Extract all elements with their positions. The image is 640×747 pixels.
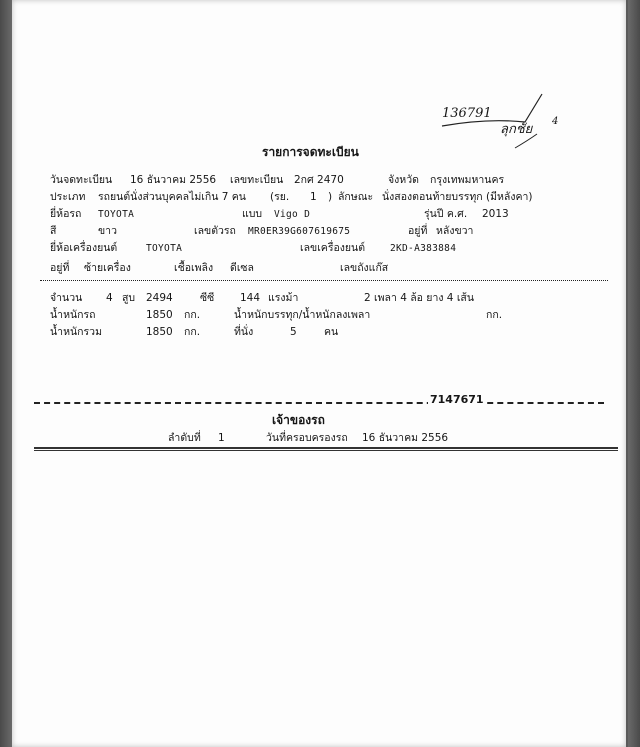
cc: 2494 — [146, 292, 173, 304]
ry-label: (รย. — [270, 191, 290, 203]
document-page — [12, 0, 626, 747]
model: Vigo D — [274, 209, 311, 220]
reg-date-label: วันจดทะเบียน — [50, 174, 113, 186]
engine-location-label: อยู่ที่ — [50, 262, 70, 274]
chassis-label: เลขตัวรถ — [194, 225, 236, 237]
ry-value: 1 — [310, 191, 317, 203]
cc-label: ซีซี — [200, 292, 215, 304]
brand: TOYOTA — [98, 209, 135, 220]
owner-underline — [34, 447, 618, 449]
hp-label: แรงม้า — [268, 292, 299, 304]
style-value: นั่งสองตอนท้ายบรรทุก (มีหลังคา) — [382, 191, 533, 203]
year-label: รุ่นปี ค.ศ. — [424, 208, 468, 220]
fuel: ดีเซล — [230, 262, 254, 274]
engine-no: 2KD-A383884 — [390, 243, 457, 254]
viewer-frame-right — [628, 0, 640, 747]
engine-brand: TOYOTA — [146, 243, 183, 254]
gas-tank-label: เลขถังแก๊ส — [340, 262, 389, 274]
axles-text: 2 เพลา 4 ล้อ ยาง 4 เส้น — [364, 292, 474, 304]
possession-date: 16 ธันวาคม 2556 — [362, 432, 449, 444]
chassis-location: หลังขวา — [436, 225, 474, 237]
engine-location: ซ้ายเครื่อง — [84, 262, 131, 274]
total-weight-label: น้ำหนักรวม — [50, 326, 102, 338]
cylinders: 4 — [106, 292, 113, 304]
total-weight: 1850 — [146, 326, 173, 338]
model-label: แบบ — [242, 208, 263, 220]
province: กรุงเทพมหานคร — [430, 174, 505, 186]
chassis: MR0ER39G607619675 — [248, 226, 351, 237]
load-unit: กก. — [486, 309, 503, 321]
partial-number: 7147671 — [430, 393, 484, 406]
page-title: รายการจดทะเบียน — [262, 145, 359, 159]
row-divider — [40, 280, 608, 281]
load-label: น้ำหนักบรรทุก/น้ำหนักลงเพลา — [234, 309, 371, 321]
chassis-location-label: อยู่ที่ — [408, 225, 428, 237]
color-label: สี — [50, 225, 57, 237]
seats-unit: คน — [324, 326, 339, 338]
hp: 144 — [240, 292, 261, 304]
style-label: ลักษณะ — [338, 191, 374, 203]
reg-date: 16 ธันวาคม 2556 — [130, 174, 217, 186]
count-label: จำนวน — [50, 292, 83, 304]
cylinders-label: สูบ — [122, 292, 136, 304]
type-value: รถยนต์นั่งส่วนบุคคลไม่เกิน 7 คน — [98, 191, 246, 203]
ry-close: ) — [328, 191, 333, 203]
handwritten-mark: 4 — [552, 116, 559, 127]
weight: 1850 — [146, 309, 173, 321]
engine-brand-label: ยี่ห้อเครื่องยนต์ — [50, 242, 118, 254]
order: 1 — [218, 432, 225, 444]
weight-unit: กก. — [184, 309, 201, 321]
fuel-label: เชื้อเพลิง — [174, 262, 214, 274]
order-label: ลำดับที่ — [168, 432, 201, 444]
seats: 5 — [290, 326, 297, 338]
year: 2013 — [482, 208, 509, 220]
viewer-frame-left — [0, 0, 12, 747]
province-label: จังหวัด — [388, 174, 419, 186]
total-weight-unit: กก. — [184, 326, 201, 338]
brand-label: ยี่ห้อรถ — [50, 208, 82, 220]
possession-label: วันที่ครอบครองรถ — [266, 432, 348, 444]
owner-title: เจ้าของรถ — [272, 413, 325, 427]
weight-label: น้ำหนักรถ — [50, 309, 96, 321]
seats-label: ที่นั่ง — [234, 326, 254, 338]
color: ขาว — [98, 225, 117, 237]
section-separator — [34, 402, 604, 404]
type-label: ประเภท — [50, 191, 86, 203]
handwritten-note: ลุกชัย — [500, 122, 533, 137]
engine-no-label: เลขเครื่องยนต์ — [300, 242, 366, 254]
owner-underline-2 — [34, 450, 618, 451]
handwritten-number: 136791 — [442, 106, 492, 121]
plate: 2กศ 2470 — [294, 174, 344, 186]
plate-label: เลขทะเบียน — [230, 174, 284, 186]
